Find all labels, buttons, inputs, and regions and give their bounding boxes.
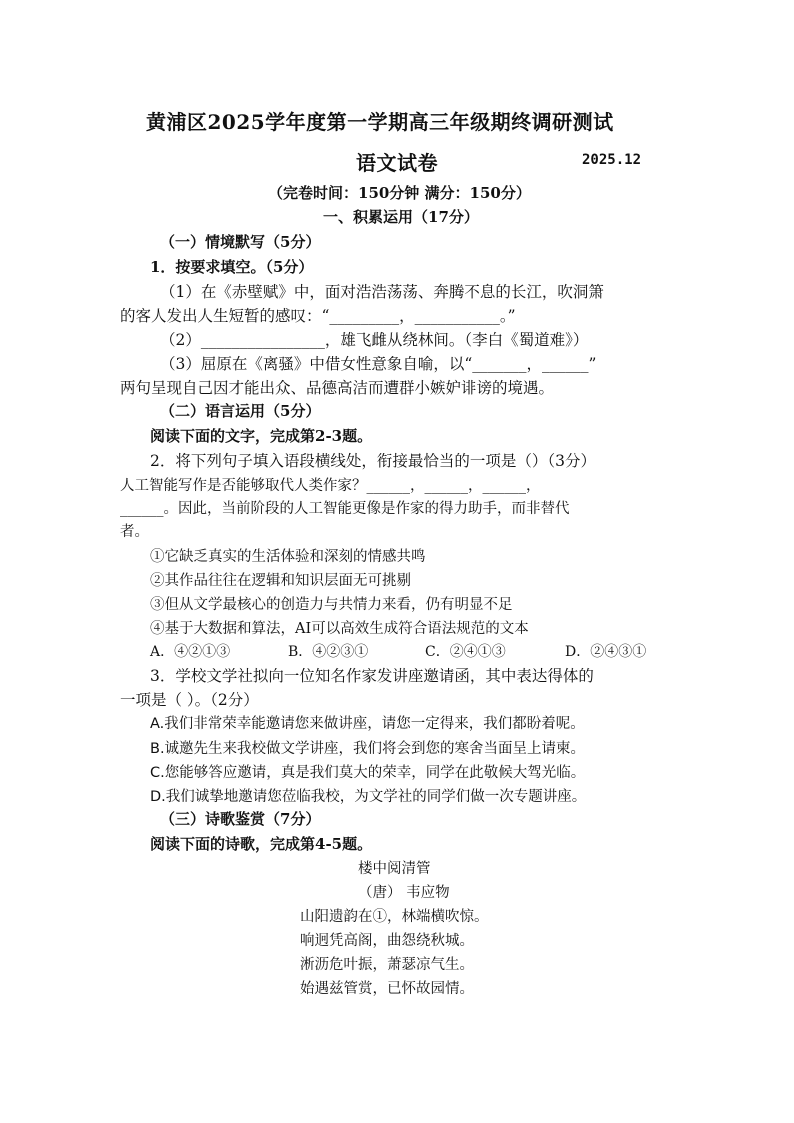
q3-option-b: B.诚邀先生来我校做文学讲座，我们将会到您的寒舍当面呈上请柬。 — [150, 741, 586, 757]
section1-heading: （一）情境默写（5分） — [160, 233, 321, 251]
exam-date: 2025.12 — [582, 152, 642, 168]
q2-passage-line3: 者。 — [120, 524, 149, 540]
section2-instruction: 阅读下面的文字，完成第2-3题。 — [150, 427, 373, 445]
part1-heading: 一、积累运用（17分） — [323, 208, 479, 226]
poem-author: （唐） 韦应物 — [358, 885, 450, 901]
q3-option-c: C.您能够答应邀请，真是我们莫大的荣幸，同学在此敬候大驾光临。 — [150, 765, 586, 781]
q3-option-d: D.我们诚挚地邀请您莅临我校，为文学社的同学们做一次专题讲座。 — [150, 789, 587, 805]
q2-option-b: B．④②③① — [288, 644, 369, 660]
q2-option-c: C．②④①③ — [425, 644, 506, 660]
section3-heading: （三）诗歌鉴赏（7分） — [160, 810, 321, 828]
poem-title: 楼中阅清管 — [358, 861, 431, 877]
section2-heading: （二）语言运用（5分） — [160, 402, 321, 420]
q2-option-d: D．②④③① — [565, 644, 647, 660]
exam-subtitle: 语文试卷 — [356, 151, 438, 175]
q1-line2: 的客人发出人生短暂的感叹：“_________，___________。” — [120, 307, 516, 325]
q2-item-4: ④基于大数据和算法，AI可以高效生成符合语法规范的文本 — [150, 621, 529, 637]
q2-passage-line1: 人工智能写作是否能够取代人类作家？______，______，______， — [120, 478, 541, 494]
poem-line-3: 淅沥危叶振，萧瑟凉气生。 — [300, 957, 474, 973]
q2-item-3: ③但从文学最核心的创造力与共情力来看，仍有明显不足 — [150, 597, 513, 613]
exam-info: （完卷时间：150分钟 满分：150分） — [268, 184, 531, 202]
question2-stem: 2．将下列句子填入语段横线处，衔接最恰当的一项是（）（3分） — [150, 452, 596, 470]
q1-line1: （1）在《赤壁赋》中，面对浩浩荡荡、奔腾不息的长江，吹洞箫 — [160, 283, 604, 301]
question3-stem-line1: 3．学校文学社拟向一位知名作家发讲座邀请函，其中表达得体的 — [150, 667, 594, 685]
q2-item-1: ①它缺乏真实的生活体验和深刻的情感共鸣 — [150, 549, 426, 565]
poem-line-4: 始遇兹管赏，已怀故园情。 — [300, 981, 474, 997]
exam-title: 黄浦区2025学年度第一学期高三年级期终调研测试 — [146, 110, 614, 134]
q1-line5: 两句呈现自己因才能出众、品德高洁而遭群小嫉妒诽谤的境遇。 — [120, 379, 555, 397]
poem-line-2: 响迥凭高阁，曲怨绕秋城。 — [300, 933, 474, 949]
question3-stem-line2: 一项是（ ）。（2分） — [120, 691, 259, 709]
q1-line4: （3）屈原在《离骚》中借女性意象自喻，以“_______，______” — [160, 355, 597, 373]
question1-title: 1．按要求填空。（5分） — [150, 258, 314, 276]
q3-option-a: A.我们非常荣幸能邀请您来做讲座，请您一定得来，我们都盼着呢。 — [150, 716, 585, 732]
section3-instruction: 阅读下面的诗歌，完成第4-5题。 — [150, 835, 373, 853]
poem-line-1: 山阳遗韵在①，林端横吹惊。 — [300, 909, 489, 925]
q2-passage-line2: ______。因此，当前阶段的人工智能更像是作家的得力助手，而非替代 — [120, 501, 570, 517]
q1-line3: （2）________________，雄飞雌从绕林间。（李白《蜀道难》） — [160, 331, 589, 349]
q2-option-a: A．④②①③ — [150, 644, 231, 660]
q2-item-2: ②其作品往往在逻辑和知识层面无可挑剔 — [150, 573, 411, 589]
